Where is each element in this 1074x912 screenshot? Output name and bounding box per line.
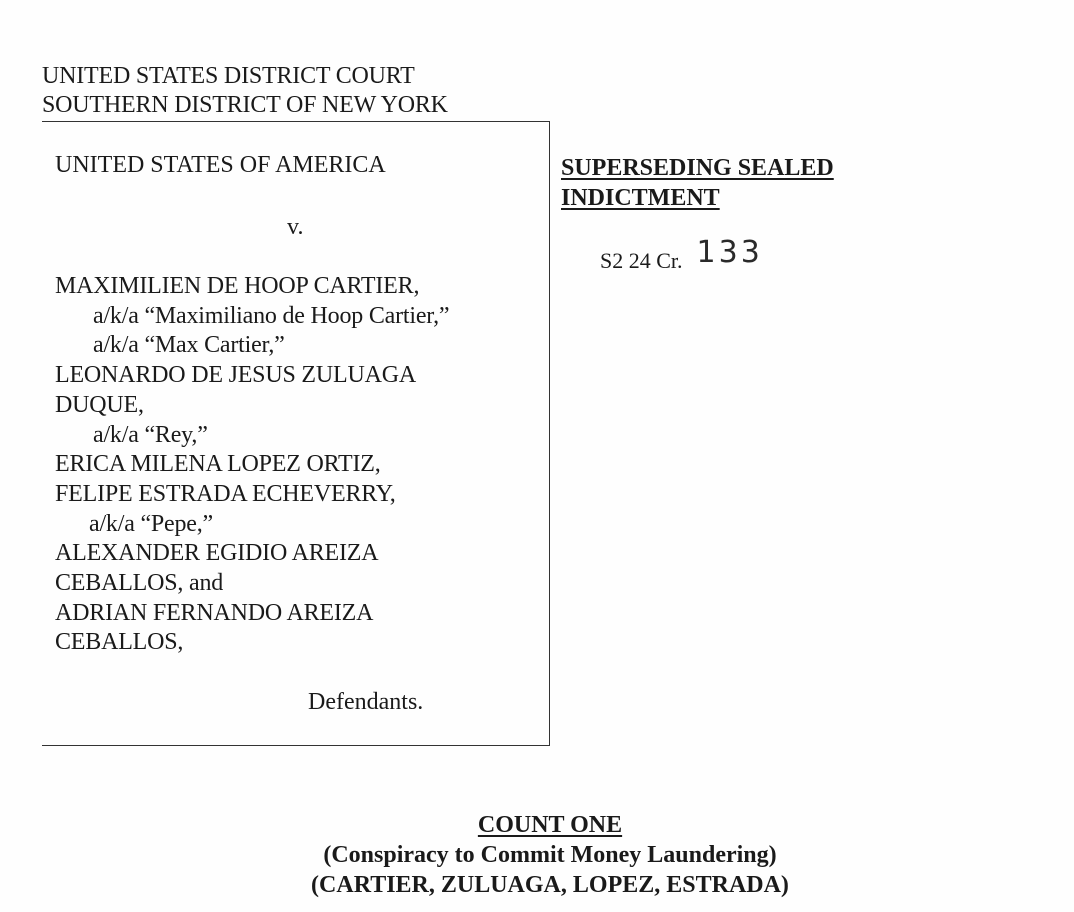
defendant-line: FELIPE ESTRADA ECHEVERRY, <box>55 480 396 507</box>
defendant-line: DUQUE, <box>55 391 144 418</box>
defendant-line: ERICA MILENA LOPEZ ORTIZ, <box>55 451 381 478</box>
court-heading <box>42 62 448 120</box>
defendant-alias: a/k/a “Rey,” <box>93 421 208 448</box>
defendant-line: LEONARDO DE JESUS ZULUAGA <box>55 362 416 389</box>
versus-label: v. <box>287 214 304 240</box>
case-number <box>600 235 763 276</box>
count-defendants: (CARTIER, ZULUAGA, LOPEZ, ESTRADA) <box>311 872 789 898</box>
court-district: SOUTHERN DISTRICT OF NEW YORK <box>42 92 448 118</box>
defendant-alias: a/k/a “Maximiliano de Hoop Cartier,” <box>93 302 450 329</box>
defendant-alias: a/k/a “Pepe,” <box>89 510 213 537</box>
plaintiff-name: UNITED STATES OF AMERICA <box>55 152 386 178</box>
defendant-line: ADRIAN FERNANDO AREIZA <box>55 599 374 626</box>
document-title <box>561 153 834 213</box>
defendant-line: CEBALLOS, <box>55 629 184 656</box>
defendants-list <box>55 272 449 658</box>
defendant-line: ALEXANDER EGIDIO AREIZA <box>55 540 379 567</box>
court-name: UNITED STATES DISTRICT COURT <box>42 63 415 89</box>
case-number-prefix: S2 24 Cr. <box>600 248 683 273</box>
defendant-alias: a/k/a “Max Cartier,” <box>93 332 285 359</box>
count-title: COUNT ONE <box>477 812 623 838</box>
count-header <box>0 810 1074 900</box>
count-charge: (Conspiracy to Commit Money Laundering) <box>323 842 777 868</box>
document-title-line2: INDICTMENT <box>561 185 720 211</box>
defendant-line: CEBALLOS, and <box>55 570 224 597</box>
document-title-line1: SUPERSEDING SEALED <box>561 155 834 181</box>
defendant-line: MAXIMILIEN DE HOOP CARTIER, <box>55 273 420 299</box>
defendants-label: Defendants. <box>308 689 424 715</box>
case-number-handwritten: 133 <box>696 235 763 270</box>
